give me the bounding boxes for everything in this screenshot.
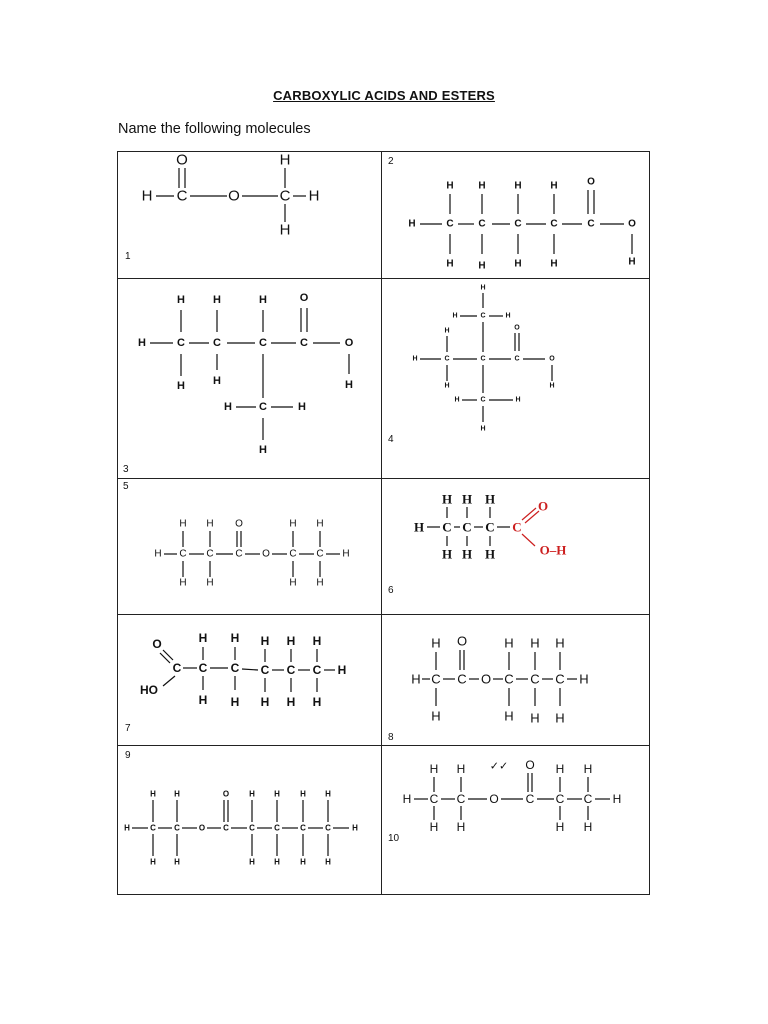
svg-text:H: H: [515, 396, 521, 404]
svg-text:O: O: [222, 789, 230, 799]
svg-text:C: C: [289, 548, 297, 560]
svg-text:H: H: [342, 548, 350, 560]
svg-text:O: O: [235, 518, 243, 530]
svg-text:H: H: [124, 823, 130, 833]
svg-text:H: H: [300, 857, 306, 867]
svg-text:C: C: [259, 401, 267, 413]
svg-text:O: O: [456, 633, 468, 649]
svg-text:H: H: [260, 695, 270, 709]
svg-text:H: H: [249, 789, 255, 799]
svg-text:C: C: [235, 548, 243, 560]
svg-text:C: C: [249, 823, 255, 833]
svg-text:C: C: [514, 355, 520, 363]
svg-text:O: O: [587, 176, 595, 188]
svg-text:H: H: [198, 693, 208, 707]
svg-text:O: O: [299, 292, 309, 304]
svg-text:O: O: [514, 324, 520, 332]
svg-text:H: H: [300, 789, 306, 799]
svg-text:C: C: [583, 792, 593, 806]
question-number: 5: [123, 481, 129, 492]
svg-text:O: O: [344, 337, 354, 349]
grid-row-divider: [118, 278, 649, 279]
svg-text:H: H: [316, 577, 324, 589]
svg-text:C: C: [429, 792, 439, 806]
svg-text:H: H: [555, 710, 565, 726]
grid-row-divider: [118, 745, 649, 746]
svg-text:H: H: [429, 762, 439, 776]
svg-text:H: H: [141, 187, 153, 205]
svg-text:H: H: [480, 284, 486, 292]
svg-text:H: H: [550, 180, 558, 192]
svg-text:O: O: [537, 498, 549, 514]
svg-text:C: C: [478, 218, 486, 230]
svg-text:O: O: [549, 355, 555, 363]
svg-text:H: H: [478, 260, 486, 272]
question-number: 9: [125, 750, 131, 761]
question-number: 7: [125, 723, 131, 734]
svg-text:C: C: [177, 337, 185, 349]
question-number: 3: [123, 464, 129, 475]
svg-text:O: O: [628, 218, 636, 230]
svg-text:H: H: [279, 151, 291, 169]
grid-row-divider: [118, 478, 649, 479]
svg-text:O: O: [489, 792, 499, 806]
svg-text:C: C: [213, 337, 221, 349]
question-number: 8: [388, 732, 394, 743]
molecule-7-structure: [135, 630, 360, 715]
svg-text:H: H: [446, 258, 454, 270]
svg-text:C: C: [431, 671, 441, 687]
svg-text:H: H: [504, 708, 514, 724]
svg-text:H: H: [583, 762, 593, 776]
svg-text:H: H: [452, 312, 458, 320]
svg-text:C: C: [230, 661, 240, 675]
svg-text:H: H: [530, 710, 540, 726]
svg-text:O: O: [198, 823, 206, 833]
svg-text:C: C: [150, 823, 156, 833]
svg-text:C: C: [555, 671, 565, 687]
svg-text:H: H: [444, 382, 450, 390]
question-number: 2: [388, 156, 394, 167]
worksheet-title: CARBOXYLIC ACIDS AND ESTERS: [273, 88, 495, 103]
svg-text:H: H: [138, 337, 146, 349]
svg-text:O: O: [152, 637, 162, 651]
question-number: 10: [388, 833, 400, 844]
svg-text:H: H: [550, 258, 558, 270]
molecule-10-structure: [395, 758, 635, 838]
svg-text:C: C: [587, 218, 595, 230]
svg-text:C: C: [316, 548, 324, 560]
svg-text:H: H: [413, 519, 425, 535]
svg-text:C: C: [206, 548, 214, 560]
svg-text:H: H: [279, 221, 291, 239]
svg-text:H: H: [429, 820, 439, 834]
svg-text:C: C: [286, 663, 296, 677]
svg-text:H: H: [402, 792, 412, 806]
svg-text:C: C: [514, 218, 522, 230]
svg-text:HO: HO: [140, 683, 158, 697]
svg-text:H: H: [345, 379, 353, 391]
svg-text:C: C: [260, 663, 270, 677]
molecule-9-structure: [120, 785, 365, 870]
svg-text:H: H: [461, 546, 473, 562]
svg-text:H: H: [312, 634, 322, 648]
svg-text:O–H: O–H: [539, 542, 567, 558]
molecule-2-structure: [400, 172, 645, 272]
svg-text:H: H: [177, 380, 185, 392]
svg-text:C: C: [300, 337, 308, 349]
question-number: 6: [388, 585, 394, 596]
svg-text:H: H: [213, 375, 221, 387]
svg-text:C: C: [198, 661, 208, 675]
svg-text:H: H: [441, 546, 453, 562]
svg-text:O: O: [262, 548, 270, 560]
svg-text:H: H: [444, 327, 450, 335]
svg-text:H: H: [612, 792, 622, 806]
svg-text:H: H: [150, 857, 156, 867]
svg-text:H: H: [179, 518, 187, 530]
svg-text:H: H: [412, 355, 418, 363]
svg-text:H: H: [514, 180, 522, 192]
svg-text:C: C: [300, 823, 306, 833]
svg-text:H: H: [289, 518, 297, 530]
svg-text:H: H: [628, 256, 636, 268]
svg-text:H: H: [505, 312, 511, 320]
svg-text:H: H: [456, 762, 466, 776]
svg-text:C: C: [179, 548, 187, 560]
svg-text:H: H: [286, 634, 296, 648]
svg-text:C: C: [555, 792, 565, 806]
svg-text:H: H: [259, 294, 267, 306]
teacher-check-mark: ✓✓: [489, 759, 509, 773]
svg-text:H: H: [480, 425, 486, 433]
svg-text:O: O: [228, 187, 240, 205]
svg-text:H: H: [408, 218, 416, 230]
svg-text:H: H: [154, 548, 162, 560]
svg-text:H: H: [454, 396, 460, 404]
svg-text:C: C: [442, 519, 452, 535]
svg-text:C: C: [325, 823, 331, 833]
svg-text:C: C: [223, 823, 229, 833]
svg-text:H: H: [259, 444, 267, 456]
svg-text:H: H: [484, 546, 496, 562]
svg-text:C: C: [462, 519, 472, 535]
svg-text:C: C: [174, 823, 180, 833]
svg-text:H: H: [431, 635, 441, 651]
svg-text:C: C: [550, 218, 558, 230]
svg-text:H: H: [579, 671, 589, 687]
svg-text:H: H: [352, 823, 358, 833]
svg-text:H: H: [555, 820, 565, 834]
svg-text:H: H: [274, 789, 280, 799]
svg-text:H: H: [337, 663, 347, 677]
svg-text:H: H: [150, 789, 156, 799]
svg-text:H: H: [441, 491, 453, 507]
svg-text:H: H: [484, 491, 496, 507]
molecule-1-structure: [130, 150, 330, 245]
svg-text:H: H: [514, 258, 522, 270]
svg-text:H: H: [260, 634, 270, 648]
svg-text:O: O: [480, 671, 492, 687]
svg-text:C: C: [485, 519, 495, 535]
svg-text:C: C: [444, 355, 450, 363]
svg-text:H: H: [174, 789, 180, 799]
svg-text:H: H: [461, 491, 473, 507]
svg-text:H: H: [274, 857, 280, 867]
svg-text:H: H: [308, 187, 320, 205]
svg-text:H: H: [478, 180, 486, 192]
svg-text:C: C: [279, 187, 291, 205]
svg-text:C: C: [480, 355, 486, 363]
molecule-3-structure: [130, 288, 370, 458]
svg-text:H: H: [325, 789, 331, 799]
svg-text:H: H: [213, 294, 221, 306]
svg-text:H: H: [198, 631, 208, 645]
question-number: 4: [388, 434, 394, 445]
svg-text:H: H: [179, 577, 187, 589]
svg-text:H: H: [549, 382, 555, 390]
svg-text:C: C: [504, 671, 514, 687]
svg-text:H: H: [230, 695, 240, 709]
svg-text:C: C: [512, 519, 522, 535]
svg-text:C: C: [446, 218, 454, 230]
svg-text:H: H: [411, 671, 421, 687]
svg-text:C: C: [457, 671, 467, 687]
svg-text:H: H: [583, 820, 593, 834]
svg-text:H: H: [289, 577, 297, 589]
svg-text:H: H: [224, 401, 232, 413]
svg-text:H: H: [312, 695, 322, 709]
svg-text:H: H: [555, 635, 565, 651]
svg-text:C: C: [176, 187, 188, 205]
svg-text:H: H: [530, 635, 540, 651]
svg-text:C: C: [312, 663, 322, 677]
svg-text:H: H: [286, 695, 296, 709]
svg-text:H: H: [174, 857, 180, 867]
molecule-4-structure: [405, 282, 575, 437]
svg-text:H: H: [230, 631, 240, 645]
svg-text:H: H: [555, 762, 565, 776]
svg-text:H: H: [249, 857, 255, 867]
molecule-6-structure: [405, 490, 605, 575]
svg-text:H: H: [206, 577, 214, 589]
molecule-8-structure: [405, 632, 605, 727]
svg-text:H: H: [504, 635, 514, 651]
svg-text:H: H: [446, 180, 454, 192]
svg-text:H: H: [298, 401, 306, 413]
svg-text:H: H: [177, 294, 185, 306]
svg-text:H: H: [456, 820, 466, 834]
svg-text:C: C: [480, 396, 486, 404]
svg-text:O: O: [176, 151, 188, 169]
svg-text:C: C: [274, 823, 280, 833]
svg-text:O: O: [525, 758, 535, 772]
svg-text:H: H: [206, 518, 214, 530]
question-number: 1: [125, 251, 131, 262]
grid-column-divider: [381, 152, 382, 894]
svg-text:C: C: [456, 792, 466, 806]
molecule-5-structure: [150, 515, 365, 595]
svg-text:C: C: [525, 792, 535, 806]
svg-text:H: H: [431, 708, 441, 724]
svg-text:C: C: [172, 661, 182, 675]
svg-text:H: H: [316, 518, 324, 530]
svg-text:H: H: [325, 857, 331, 867]
grid-row-divider: [118, 614, 649, 615]
svg-text:C: C: [480, 312, 486, 320]
svg-text:C: C: [530, 671, 540, 687]
worksheet-instruction: Name the following molecules: [118, 121, 311, 137]
svg-text:C: C: [259, 337, 267, 349]
